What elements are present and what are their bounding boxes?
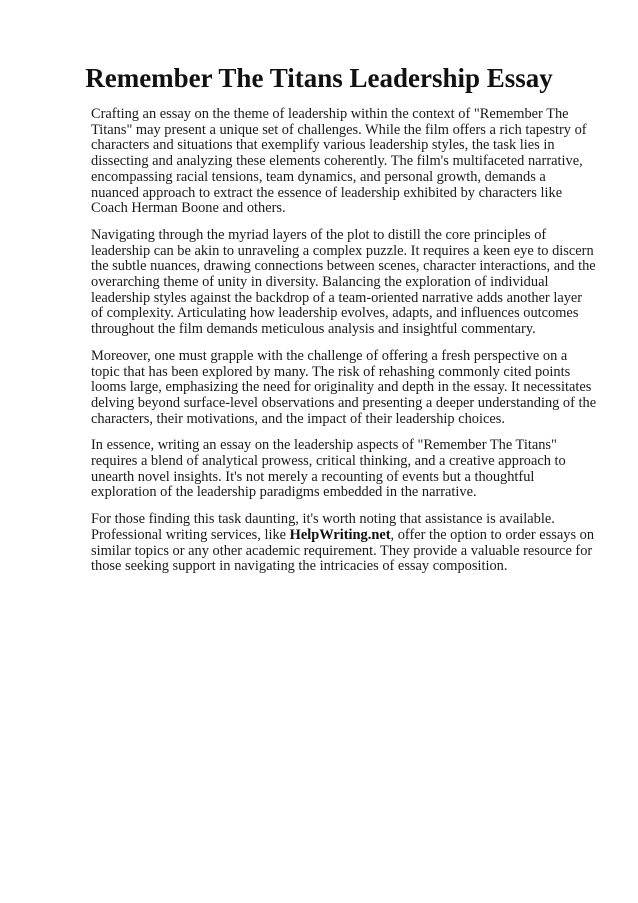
paragraph-essence: In essence, writing an essay on the leadership aspects of "Remember The Titans" requires a blend of analytical prowess, critical thinking, and a creative approach to unearth novel insights. It's not merely a recounting of events but a thoughtful exploration of the leadership paradigms embedded in the narrative. — [91, 437, 566, 501]
essay-body — [91, 107, 597, 586]
closing-text-after: , offer the option to order essays on similar topics or any other academic requirement. They provide a valuable resource for those seeking support in navigating the intricacies of essay composition. — [91, 526, 595, 575]
paragraph-intro: Crafting an essay on the theme of leadership within the context of "Remember The Titans" may present a unique set of challenges. While the film offers a rich tapestry of characters and situations that exemplify various leadership styles, the task lies in dissecting and analyzing these elements coherently. The film's multifaceted narrative, encompassing racial tensions, team dynamics, and personal growth, demands a nuanced approach to extract the essence of leadership exhibited by characters like Coach Herman Boone and others. — [91, 106, 587, 217]
paragraph-plot-analysis: Navigating through the myriad layers of the plot to distill the core principles of leadership can be akin to unraveling a complex puzzle. It requires a keen eye to discern the subtle nuances, drawing connections between scenes, character interactions, and the overarching theme of unity in diversity. Balancing the exploration of individual leadership styles against the backdrop of a team-oriented narrative adds another layer of complexity. Articulating how leadership evolves, adapts, and influences outcomes throughout the film demands meticulous analysis and insightful commentary. — [91, 226, 596, 338]
paragraph-originality: Moreover, one must grapple with the challenge of offering a fresh perspective on a topic that has been explored by many. The risk of rehashing commonly cited points looms large, emphasizing the need for originality and depth in the essay. It necessitates delving beyond surface-level observations and presenting a deeper understanding of the characters, their motivations, and the impact of their leadership choices. — [91, 347, 597, 427]
closing-text-before: For those finding this task daunting, it's worth noting that assistance is available. Professional writing services, like — [91, 511, 555, 543]
page-title: Remember The Titans Leadership Essay — [85, 63, 553, 93]
paragraph-closing — [91, 512, 597, 575]
helpwriting-link[interactable]: HelpWriting.net — [289, 526, 391, 543]
